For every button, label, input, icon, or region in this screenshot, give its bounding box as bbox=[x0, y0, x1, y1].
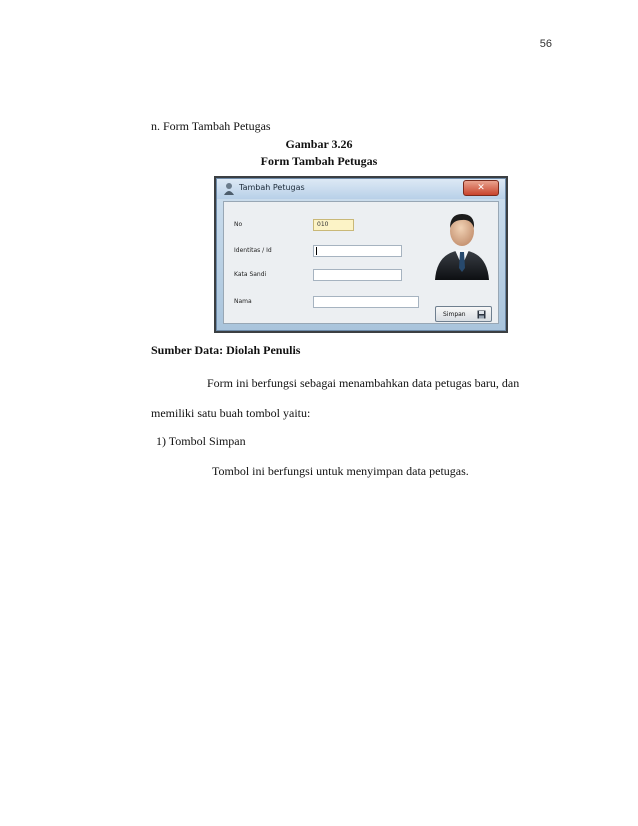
paragraph-line-1: Form ini berfungsi sebagai menambahkan data petugas baru, dan bbox=[207, 376, 520, 390]
close-button[interactable]: ✕ bbox=[463, 180, 499, 196]
window-titlebar bbox=[217, 179, 505, 199]
form-body bbox=[223, 201, 499, 324]
paragraph-line-2: memiliki satu buah tombol yaitu: bbox=[151, 406, 311, 420]
section-heading: n. Form Tambah Petugas bbox=[151, 119, 271, 133]
text-caret bbox=[316, 247, 317, 255]
figure-caption: Form Tambah Petugas bbox=[260, 154, 378, 168]
figure-source: Sumber Data: Diolah Penulis bbox=[151, 343, 301, 357]
simpan-button[interactable] bbox=[435, 306, 492, 322]
field-label-kata-sandi: Kata Sandi bbox=[234, 271, 267, 278]
list-description: Tombol ini berfungsi untuk menyimpan data petugas. bbox=[212, 464, 469, 478]
list-item: 1) Tombol Simpan bbox=[156, 434, 246, 448]
tambah-petugas-window bbox=[216, 178, 506, 331]
form-screenshot bbox=[214, 176, 508, 333]
figure-label: Gambar 3.26 bbox=[285, 137, 353, 151]
floppy-disk-icon bbox=[477, 310, 486, 319]
kata-sandi-field[interactable] bbox=[313, 269, 402, 281]
nama-field[interactable] bbox=[313, 296, 419, 308]
user-icon bbox=[223, 182, 235, 195]
no-field[interactable]: 010 bbox=[313, 219, 354, 231]
businessman-avatar-icon bbox=[431, 206, 493, 280]
field-label-nama: Nama bbox=[234, 298, 252, 305]
field-label-no: No bbox=[234, 221, 243, 228]
field-label-identitas: Identitas / Id bbox=[234, 247, 272, 254]
window-title: Tambah Petugas bbox=[239, 183, 305, 192]
identitas-field[interactable] bbox=[313, 245, 402, 257]
simpan-label: Simpan bbox=[443, 311, 466, 318]
page-number: 56 bbox=[539, 38, 552, 50]
